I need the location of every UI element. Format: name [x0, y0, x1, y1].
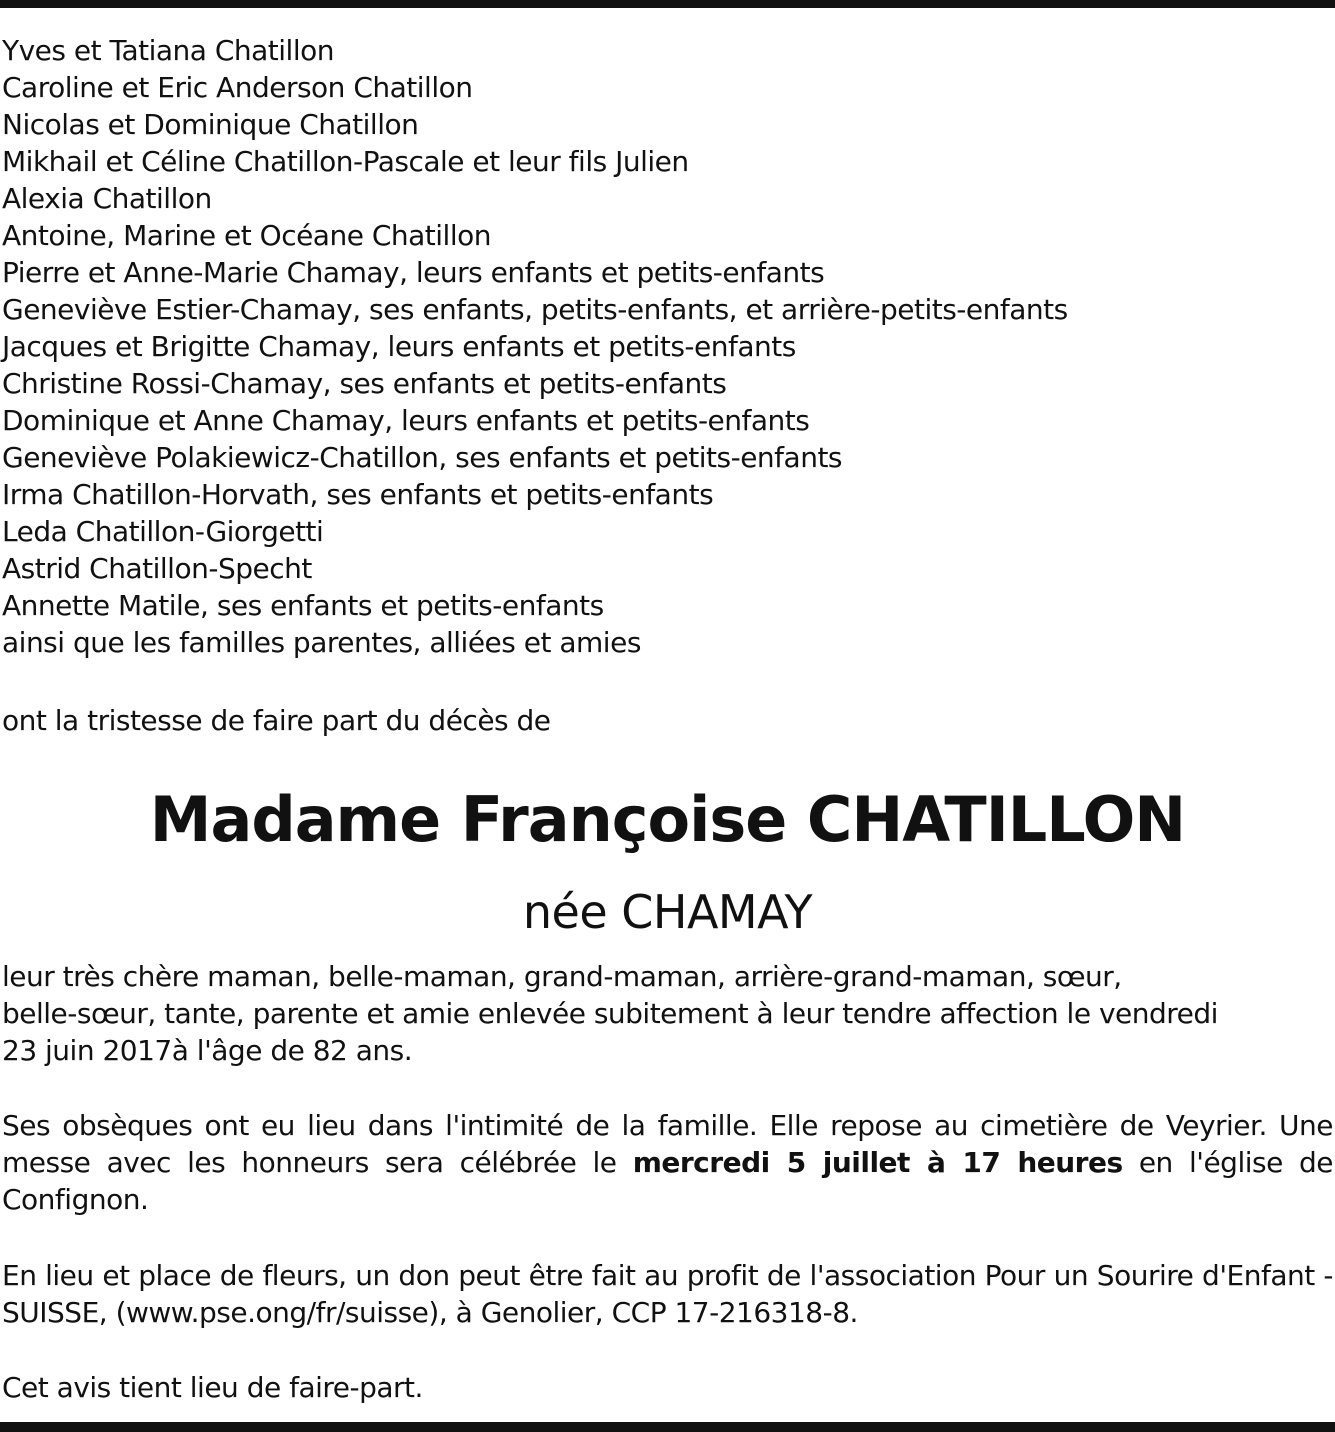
- relations-line: 23 juin 2017à l'âge de 82 ans.: [2, 1034, 413, 1067]
- family-line: Leda Chatillon-Giorgetti: [2, 515, 324, 548]
- family-line: Nicolas et Dominique Chatillon: [2, 108, 419, 141]
- intro-text: ont la tristesse de faire part du décès de: [2, 704, 551, 737]
- family-line: Alexia Chatillon: [2, 182, 212, 215]
- closing-paragraph: Cet avis tient lieu de faire-part.: [2, 1371, 423, 1404]
- family-list: [2, 32, 1333, 661]
- funeral-paragraph: [2, 1107, 1333, 1218]
- donation-paragraph: En lieu et place de fleurs, un don peut être fait au profit de l'association Pour un Sourire d'Enfant - SUISSE, (www.pse.ong/fr/suisse), à Genolier, CCP 17-216318-8.: [2, 1259, 1333, 1329]
- relations-line: belle-sœur, tante, parente et amie enlevée subitement à leur tendre affection le vendredi: [2, 997, 1218, 1030]
- family-line: Pierre et Anne-Marie Chamay, leurs enfants et petits-enfants: [2, 256, 825, 289]
- family-line: Dominique et Anne Chamay, leurs enfants et petits-enfants: [2, 404, 810, 437]
- family-line: Caroline et Eric Anderson Chatillon: [2, 71, 473, 104]
- family-line: Antoine, Marine et Océane Chatillon: [2, 219, 491, 252]
- family-line: Christine Rossi-Chamay, ses enfants et petits-enfants: [2, 367, 727, 400]
- relations-line: leur très chère maman, belle-maman, grand-maman, arrière-grand-maman, sœur,: [2, 960, 1122, 993]
- family-line: ainsi que les familles parentes, alliées et amies: [2, 626, 641, 659]
- family-line: Annette Matile, ses enfants et petits-enfants: [2, 589, 604, 622]
- funeral-text-after: en l'église de Confignon.: [2, 1146, 1333, 1216]
- family-line: Jacques et Brigitte Chamay, leurs enfants et petits-enfants: [2, 330, 796, 363]
- birth-name: née CHAMAY: [522, 885, 813, 939]
- family-line: Geneviève Polakiewicz-Chatillon, ses enfants et petits-enfants: [2, 441, 843, 474]
- family-line: Geneviève Estier-Chamay, ses enfants, petits-enfants, et arrière-petits-enfants: [2, 293, 1068, 326]
- bottom-rule: [0, 1422, 1335, 1432]
- family-line: Mikhail et Céline Chatillon-Pascale et leur fils Julien: [2, 145, 689, 178]
- deceased-name: Madame Françoise CHATILLON: [149, 783, 1186, 856]
- family-line: Irma Chatillon-Horvath, ses enfants et petits-enfants: [2, 478, 714, 511]
- top-rule: [0, 0, 1335, 8]
- relations-paragraph: [2, 958, 1333, 1069]
- funeral-text-before: Ses obsèques ont eu lieu dans l'intimité de la famille. Elle repose au cimetière de Veyrier. Une messe avec les honneurs sera célébrée le: [2, 1109, 1333, 1179]
- family-line: Yves et Tatiana Chatillon: [2, 34, 334, 67]
- funeral-date-highlight: mercredi 5 juillet à 17 heures: [632, 1146, 1123, 1179]
- family-line: Astrid Chatillon-Specht: [2, 552, 312, 585]
